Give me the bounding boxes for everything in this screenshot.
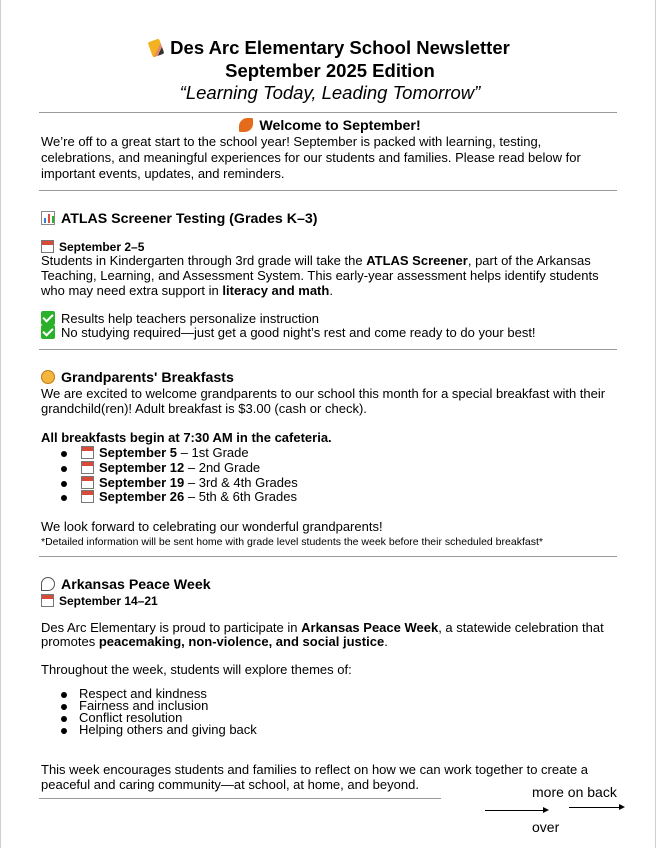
calendar-icon — [41, 240, 54, 253]
welcome-text-line-3: important events, updates, and reminders. — [41, 166, 285, 181]
grandparent-face-icon — [41, 370, 55, 384]
atlas-text-line-1: Students in Kindergarten through 3rd grade will take the ATLAS Screener, part of the Arkansas — [41, 253, 591, 268]
bullet — [61, 466, 67, 472]
breakfast-date-item: September 5 – 1st Grade — [81, 445, 249, 461]
divider — [39, 190, 617, 191]
breakfast-text-line-2: grandchild(ren)! Adult breakfast is $3.00 (cash or check). — [41, 401, 367, 416]
arrow-line — [569, 807, 621, 808]
peace-text-line-1: Des Arc Elementary is proud to participate in Arkansas Peace Week, a statewide celebration that — [41, 620, 604, 635]
calendar-icon — [81, 476, 94, 489]
bullet — [61, 704, 67, 710]
newsletter-motto: “Learning Today, Leading Tomorrow” — [179, 82, 481, 103]
pencil-icon — [148, 38, 165, 57]
breakfast-date-item: September 26 – 5th & 6th Grades — [81, 489, 297, 505]
peace-heading: Arkansas Peace Week — [41, 576, 211, 594]
check-mark-icon — [41, 325, 55, 339]
breakfast-closing: We look forward to celebrating our wonderful grandparents! — [41, 519, 383, 534]
peace-theme-item: Helping others and giving back — [79, 722, 257, 737]
bullet — [61, 692, 67, 698]
newsletter-title: Des Arc Elementary School Newsletter — [1, 36, 658, 60]
welcome-text-line-2: celebrations, and meaningful experiences for our students and families. Please read below for — [41, 150, 581, 165]
welcome-text-line-1: We’re off to a great start to the school year! September is packed with learning, testing, — [41, 134, 542, 149]
breakfast-time-note: All breakfasts begin at 7:30 AM in the cafeteria. — [41, 430, 332, 445]
newsletter-edition: September 2025 Edition — [225, 60, 435, 81]
peace-theme-item: Fairness and inclusion — [79, 698, 209, 713]
breakfast-heading: Grandparents' Breakfasts — [41, 369, 234, 387]
breakfast-footnote: *Detailed information will be sent home with grade level students the week before their scheduled breakfast* — [41, 536, 543, 548]
peace-closing-line-2: peaceful and caring community—at school, at home, and beyond. — [41, 777, 419, 792]
atlas-heading: ATLAS Screener Testing (Grades K–3) — [41, 210, 318, 228]
atlas-text-line-2: Teaching, Learning, and Assessment System. This early-year assessment helps identify students — [41, 268, 599, 283]
bullet — [61, 728, 67, 734]
bullet — [61, 481, 67, 487]
autumn-leaf-icon — [239, 118, 253, 132]
calendar-icon — [81, 490, 94, 503]
peace-text-line-2: promotes peacemaking, non-violence, and social justice. — [41, 634, 388, 649]
atlas-date: September 2–5 — [41, 239, 144, 255]
breakfast-date-item: September 19 – 3rd & 4th Grades — [81, 475, 298, 491]
over-label: over — [532, 819, 560, 835]
calendar-icon — [81, 461, 94, 474]
atlas-check-item: No studying required—just get a good night’s rest and come ready to do your best! — [41, 325, 536, 341]
check-mark-icon — [41, 311, 55, 325]
divider — [39, 556, 617, 557]
breakfast-text-line-1: We are excited to welcome grandparents to our school this month for a special breakfast with their — [41, 386, 606, 401]
more-on-back-label: more on back — [532, 784, 617, 800]
calendar-icon — [81, 446, 94, 459]
arrow-line — [485, 810, 545, 811]
divider — [39, 349, 617, 350]
bullet — [61, 716, 67, 722]
divider — [39, 112, 617, 113]
arrow-right-icon — [619, 804, 625, 810]
divider — [39, 798, 441, 799]
peace-closing-line-1: This week encourages students and families to reflect on how we can work together to create a — [41, 762, 589, 777]
peace-theme-item: Conflict resolution — [79, 710, 183, 725]
bar-chart-icon — [41, 211, 55, 225]
bullet — [61, 495, 67, 501]
peace-date: September 14–21 — [41, 593, 158, 609]
breakfast-date-item: September 12 – 2nd Grade — [81, 460, 260, 476]
peace-themes-intro: Throughout the week, students will explore themes of: — [41, 662, 352, 677]
arrow-right-icon — [543, 807, 549, 813]
dove-icon — [41, 577, 55, 591]
atlas-check-item: Results help teachers personalize instruction — [41, 311, 319, 327]
calendar-icon — [41, 594, 54, 607]
welcome-heading: Welcome to September! — [1, 117, 658, 135]
bullet — [61, 451, 67, 457]
peace-theme-item: Respect and kindness — [79, 686, 207, 701]
atlas-text-line-3: who may need extra support in literacy and math. — [41, 283, 333, 298]
